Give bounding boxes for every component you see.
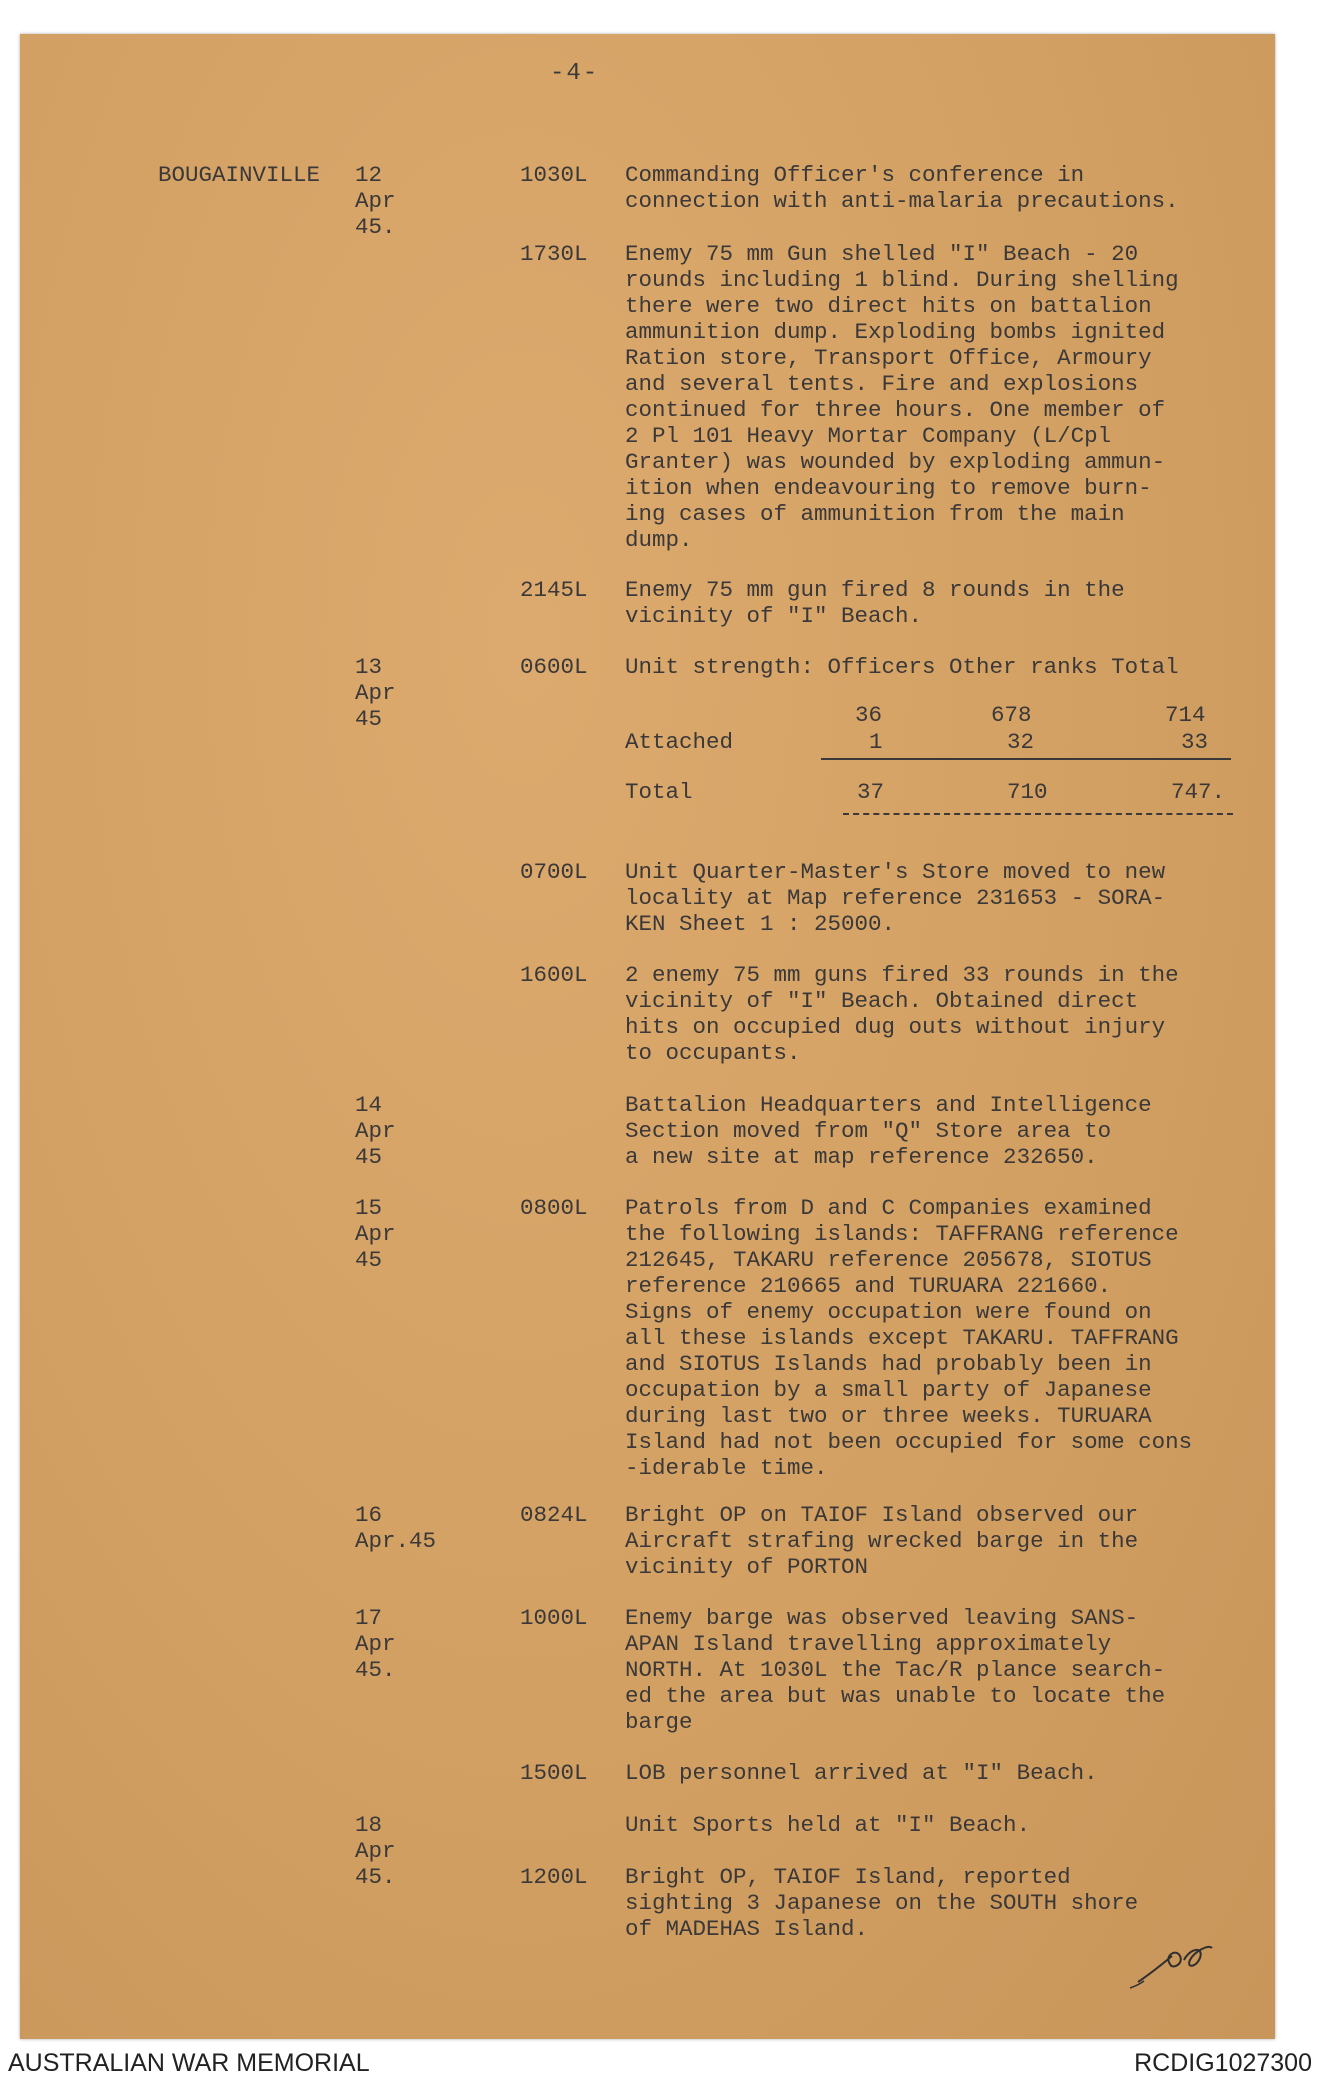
entry-time: 0824L [520, 1502, 588, 1528]
entry-text: Patrols from D and C Companies examined the following islands: TAFFRANG reference 212645, TAKARU reference 205678, SIOTUS reference 210665 and TURUARA 221660. Signs of enemy occupation were found on all these islands except TAKARU. TAFFRANG and SIOTUS Islands had probably been in occupation by a small party of Japanese during last two or three weeks. TURUARA Island had not been occupied for some cons -iderable time. [625, 1195, 1193, 1481]
footer-right: RCDIG1027300 [1134, 2049, 1312, 2077]
entry-text: Bright OP, TAIOF Island, reported sighting 3 Japanese on the SOUTH shore of MADEHAS Island. [625, 1864, 1139, 1942]
entry-text: Commanding Officer's conference in connection with anti-malaria precautions. [625, 162, 1179, 214]
entry-text: Unit Quarter-Master's Store moved to new locality at Map reference 231653 - SORA- KEN Sheet 1 : 25000. [625, 859, 1166, 937]
entry-text: Battalion Headquarters and Intelligence Section moved from "Q" Store area to a new site at map reference 232650. [625, 1092, 1152, 1170]
table-cell-other-ranks: 32 [1007, 729, 1035, 755]
table-cell-total: 714 [1165, 702, 1206, 728]
entry-text: LOB personnel arrived at "I" Beach. [625, 1760, 1098, 1786]
entry-date: 15 Apr 45 [355, 1195, 396, 1273]
table-total-rule [843, 813, 1233, 815]
entry-time: 1500L [520, 1760, 588, 1786]
table-cell-officers: 1 [869, 729, 883, 755]
table-cell-total: 33 [1181, 729, 1209, 755]
entry-text: Unit strength: Officers Other ranks Total [625, 654, 1179, 680]
page-number: -4- [550, 60, 600, 87]
entry-time: 1200L [520, 1864, 588, 1890]
table-cell-other-ranks: 678 [991, 702, 1032, 728]
entry-text: Unit Sports held at "I" Beach. [625, 1812, 1031, 1838]
entry-date: 12 Apr 45. [355, 162, 396, 240]
table-cell-other-ranks: 710 [1007, 779, 1048, 805]
table-cell-officers: 37 [857, 779, 885, 805]
entry-time: 0600L [520, 654, 588, 680]
entry-text: Enemy 75 mm gun fired 8 rounds in the vicinity of "I" Beach. [625, 577, 1125, 629]
handwritten-initials [1120, 1934, 1230, 1994]
entry-date: 18 Apr 45. [355, 1812, 396, 1890]
entry-text: Enemy barge was observed leaving SANS- APAN Island travelling approximately NORTH. At 1030L the Tac/R plance search- ed the area but was unable to locate the barge [625, 1605, 1166, 1735]
entry-text: Bright OP on TAIOF Island observed our Aircraft strafing wrecked barge in the vicinity of PORTON [625, 1502, 1139, 1580]
entry-time: 1030L [520, 162, 588, 188]
entry-time: 0700L [520, 859, 588, 885]
table-row-label: Attached [625, 729, 734, 755]
entry-date: 14 Apr 45 [355, 1092, 396, 1170]
entry-text: Enemy 75 mm Gun shelled "I" Beach - 20 rounds including 1 blind. During shelling there were two direct hits on battalion ammunition dump. Exploding bombs ignited Ration store, Transport Office, Armoury and several tents. Fire and explosions continued for three hours. One member of 2 Pl 101 Heavy Mortar Company (L/Cpl Granter) was wounded by exploding ammun- ition when endeavouring to remove burn- ing cases of ammunition from the main dump. [625, 241, 1179, 553]
entry-time: 1000L [520, 1605, 588, 1631]
entry-date: 16 Apr.45 [355, 1502, 437, 1554]
table-cell-total: 747. [1171, 779, 1226, 805]
entry-time: 2145L [520, 577, 588, 603]
footer-left: AUSTRALIAN WAR MEMORIAL [8, 2049, 370, 2077]
entry-text: 2 enemy 75 mm guns fired 33 rounds in the vicinity of "I" Beach. Obtained direct hits on occupied dug outs without injury to occupants. [625, 962, 1179, 1066]
entry-time: 1730L [520, 241, 588, 267]
document-page [20, 34, 1275, 2039]
table-subtotal-rule [821, 758, 1231, 760]
table-row-label: Total [625, 779, 693, 805]
entry-location: BOUGAINVILLE [158, 162, 321, 188]
entry-time: 0800L [520, 1195, 588, 1221]
table-cell-officers: 36 [855, 702, 883, 728]
entry-date: 17 Apr 45. [355, 1605, 396, 1683]
entry-time: 1600L [520, 962, 588, 988]
entry-date: 13 Apr 45 [355, 654, 396, 732]
